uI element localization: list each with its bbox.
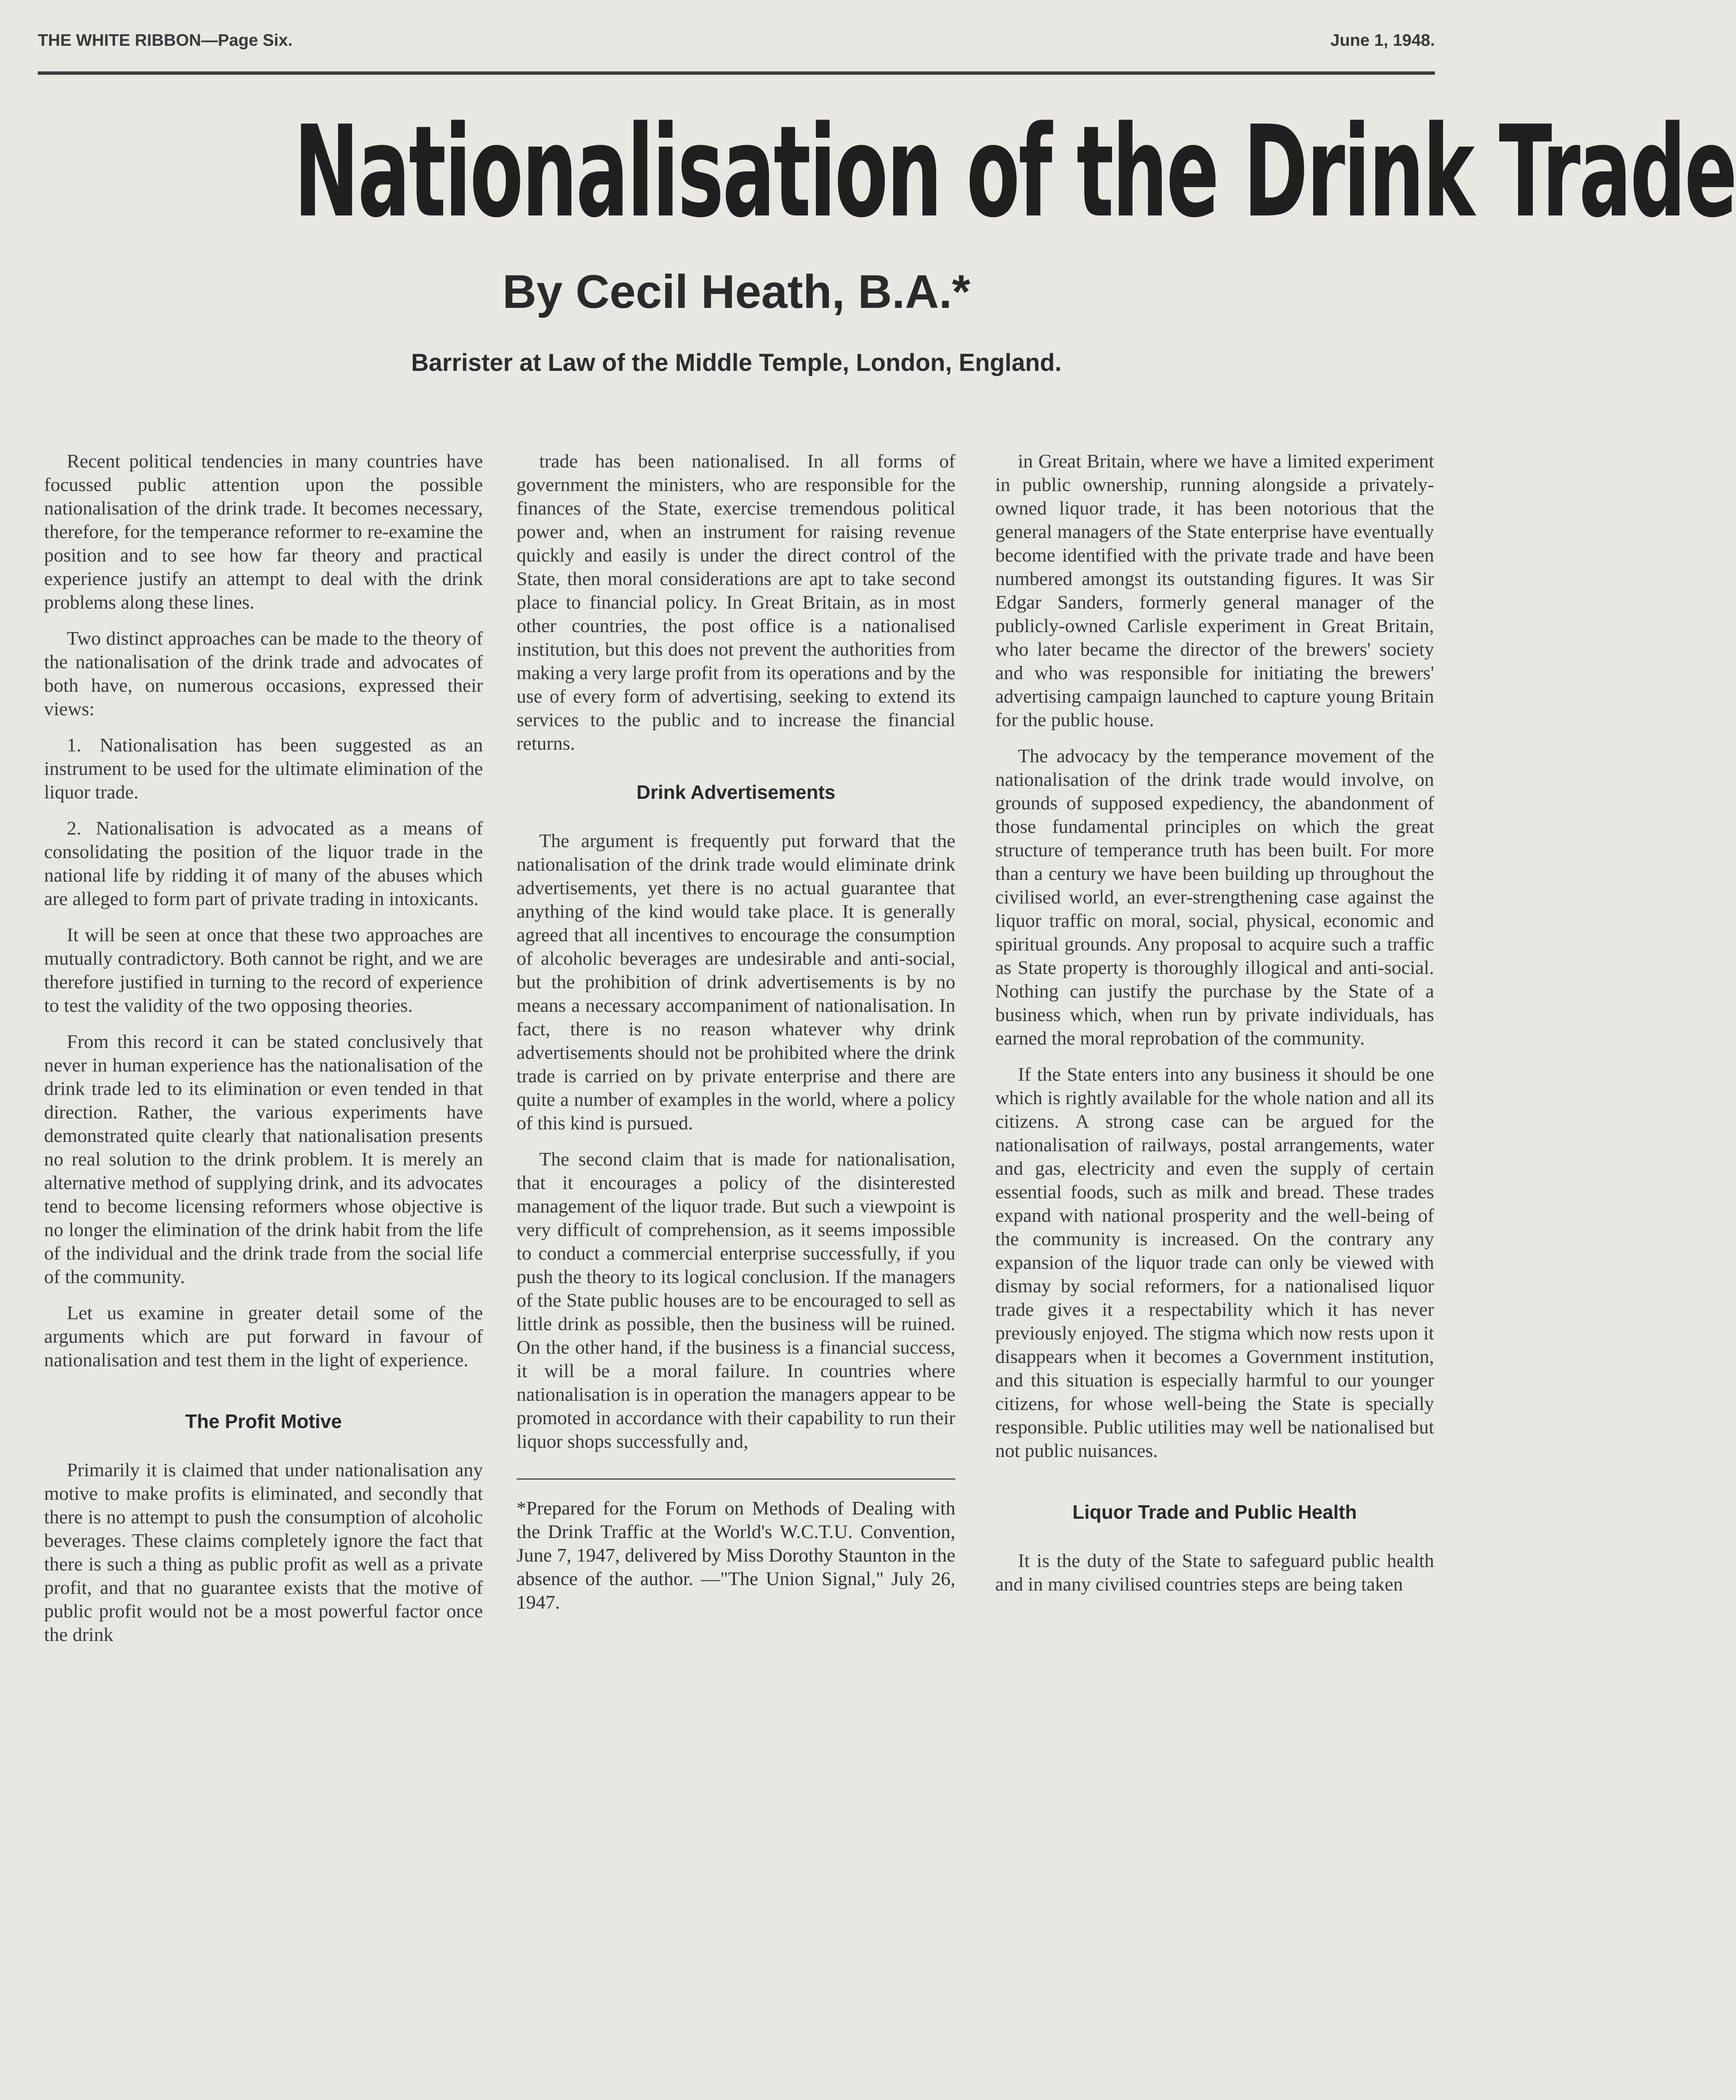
paragraph: 1. Nationalisation has been suggested as an instrument to be used for the ultimate elimination of the liquor trade. [44, 734, 483, 803]
paragraph: The argument is frequently put forward that the nationalisation of the drink trade would eliminate drink advertisements, yet there is no actual guarantee that anything of the kind would take place. It is generally agreed that all incentives to encourage the consumption of alcoholic beverages are undesirable and anti-social, but the prohibition of drink advertisements is by no means a necessary accompaniment of nationalisation. In fact, there is no reason whatever why drink advertisements should not be prohibited where the drink trade is carried on by private enterprise and there are quite a number of examples in the world, where a policy of this kind is pursued. [517, 830, 955, 1134]
footnote: *Prepared for the Forum on Methods of Dealing with the Drink Traffic at the World's W.C.T.U. Convention, June 7, 1947, delivered by Miss Dorothy Staunton in the absence of the author. —"The Union Signal," July 26, 1947. [517, 1478, 955, 1614]
header-rule [38, 71, 1435, 75]
page-header [38, 25, 1435, 59]
paragraph: It is the duty of the State to safeguard public health and in many civilised countries steps are being taken [995, 1550, 1434, 1595]
paragraph: Two distinct approaches can be made to the theory of the nationalisation of the drink trade and advocates of both have, on numerous occasions, expressed their views: [44, 627, 483, 719]
paragraph: Primarily it is claimed that under nationalisation any motive to make profits is eliminated, and secondly that there is no attempt to push the consumption of alcoholic beverages. These claims completely ignore the fact that there is such a thing as public profit as well as a private profit, and that no guarantee exists that the motive of public profit would not be a most powerful factor once the drink [44, 1459, 483, 1645]
paragraph: trade has been nationalised. In all forms of government the ministers, who are responsible for the finances of the State, exercise tremendous political power and, when an instrument for raising revenue quickly and easily is under the direct control of the State, then moral considerations are apt to take second place to financial policy. In Great Britain, as in most other countries, the post office is a nationalised institution, but this does not prevent the authorities from making a very large profit from its operations and by the use of every form of advertising, seeking to extend its services to the public and to increase the financial returns. [517, 450, 955, 754]
paragraph: It will be seen at once that these two approaches are mutually contradictory. Both cannot be right, and we are therefore justified in turning to the record of experience to test the validity of the two opposing theories. [44, 924, 483, 1016]
column-1 [44, 449, 483, 2100]
paragraph: The advocacy by the temperance movement of the nationalisation of the drink trade would involve, on grounds of supposed expediency, the abandonment of those fundamental principles on which the great structure of temperance truth has been built. For more than a century we have been building up throughout the civilised world, an ever-strengthening case against the liquor traffic on moral, social, physical, economic and spiritual grounds. Any proposal to acquire such a traffic as State property is thoroughly illogical and anti-social. Nothing can justify the purchase by the State of a business which, when run by private individuals, has earned the moral reprobation of the community. [995, 745, 1434, 1049]
section-heading-drink-advertisements: Drink Advertisements [636, 781, 836, 803]
author-credentials: Barrister at Law of the Middle Temple, London, England. [411, 349, 1062, 376]
paragraph: in Great Britain, where we have a limited experiment in public ownership, running alongside a privately-owned liquor trade, it has been notorious that the general managers of the State enterprise have eventually become identified with the private trade and have been numbered amongst its outstanding figures. It was Sir Edgar Sanders, formerly general manager of the publicly-owned Carlisle experiment in Great Britain, who later became the director of the brewers' society and who was responsible for initiating the brewers' advertising campaign launched to capture young Britain for the public house. [995, 450, 1434, 730]
article-byline: By Cecil Heath, B.A.* [502, 265, 970, 318]
article-title: Nationalisation of the Drink Trade [294, 99, 1736, 245]
section-heading-public-health: Liquor Trade and Public Health [1072, 1501, 1357, 1523]
paragraph: If the State enters into any business it should be one which is rightly available for the whole nation and all its citizens. A strong case can be argued for the nationalisation of railways, postal arrangements, water and gas, electricity and even the supply of certain essential foods, such as milk and bread. These trades expand with national prosperity and the well-being of the community is increased. On the contrary any expansion of the liquor trade can only be viewed with dismay by social reformers, for a nationalised liquor trade gives it a respectability which it has never previously enjoyed. The stigma which now rests upon it disappears when it becomes a Government institution, and this situation is especially harmful to our younger citizens, for whose well-being the State is specially responsible. Public utilities may well be nationalised but not public nuisances. [995, 1063, 1434, 1461]
paragraph: Let us examine in greater detail some of the arguments which are put forward in favour of nationalisation and test them in the light of experience. [44, 1302, 483, 1370]
paragraph: 2. Nationalisation is advocated as a means of consolidating the position of the liquor trade in the national life by ridding it of many of the abuses which are alleged to form part of private trading in intoxicants. [44, 817, 483, 909]
column-2 [517, 449, 955, 2100]
section-heading-profit-motive: The Profit Motive [185, 1410, 342, 1432]
header-date: June 1, 1948. [1330, 31, 1435, 50]
header-publication: THE WHITE RIBBON—Page Six. [38, 31, 293, 50]
column-3 [995, 449, 1434, 2100]
paragraph: Recent political tendencies in many countries have focussed public attention upon the possible nationalisation of the drink trade. It becomes necessary, therefore, for the temperance reformer to re-examine the position and to see how far theory and practical experience justify an attempt to deal with the drink problems along these lines. [44, 450, 483, 613]
paragraph: From this record it can be stated conclusively that never in human experience has the nationalisation of the drink trade led to its elimination or even tended in that direction. Rather, the various experiments have demonstrated quite clearly that nationalisation presents no real solution to the drink problem. It is merely an alternative method of supplying drink, and its advocates tend to become licensing reformers whose objective is no longer the elimination of the drink habit from the life of the individual and the drink trade from the social life of the community. [44, 1031, 483, 1287]
paragraph: The second claim that is made for nationalisation, that it encourages a policy of the disinterested management of the liquor trade. But such a viewpoint is very difficult of comprehension, as it seems impossible to conduct a commercial enterprise successfully, if you push the theory to its logical conclusion. If the managers of the State public houses are to be encouraged to sell as little drink as possible, then the business will be ruined. On the other hand, if the business is a financial success, it will be a moral failure. In countries where nationalisation is in operation the managers appear to be promoted in accordance with their capability to run their liquor shops successfully and, [517, 1148, 955, 1452]
